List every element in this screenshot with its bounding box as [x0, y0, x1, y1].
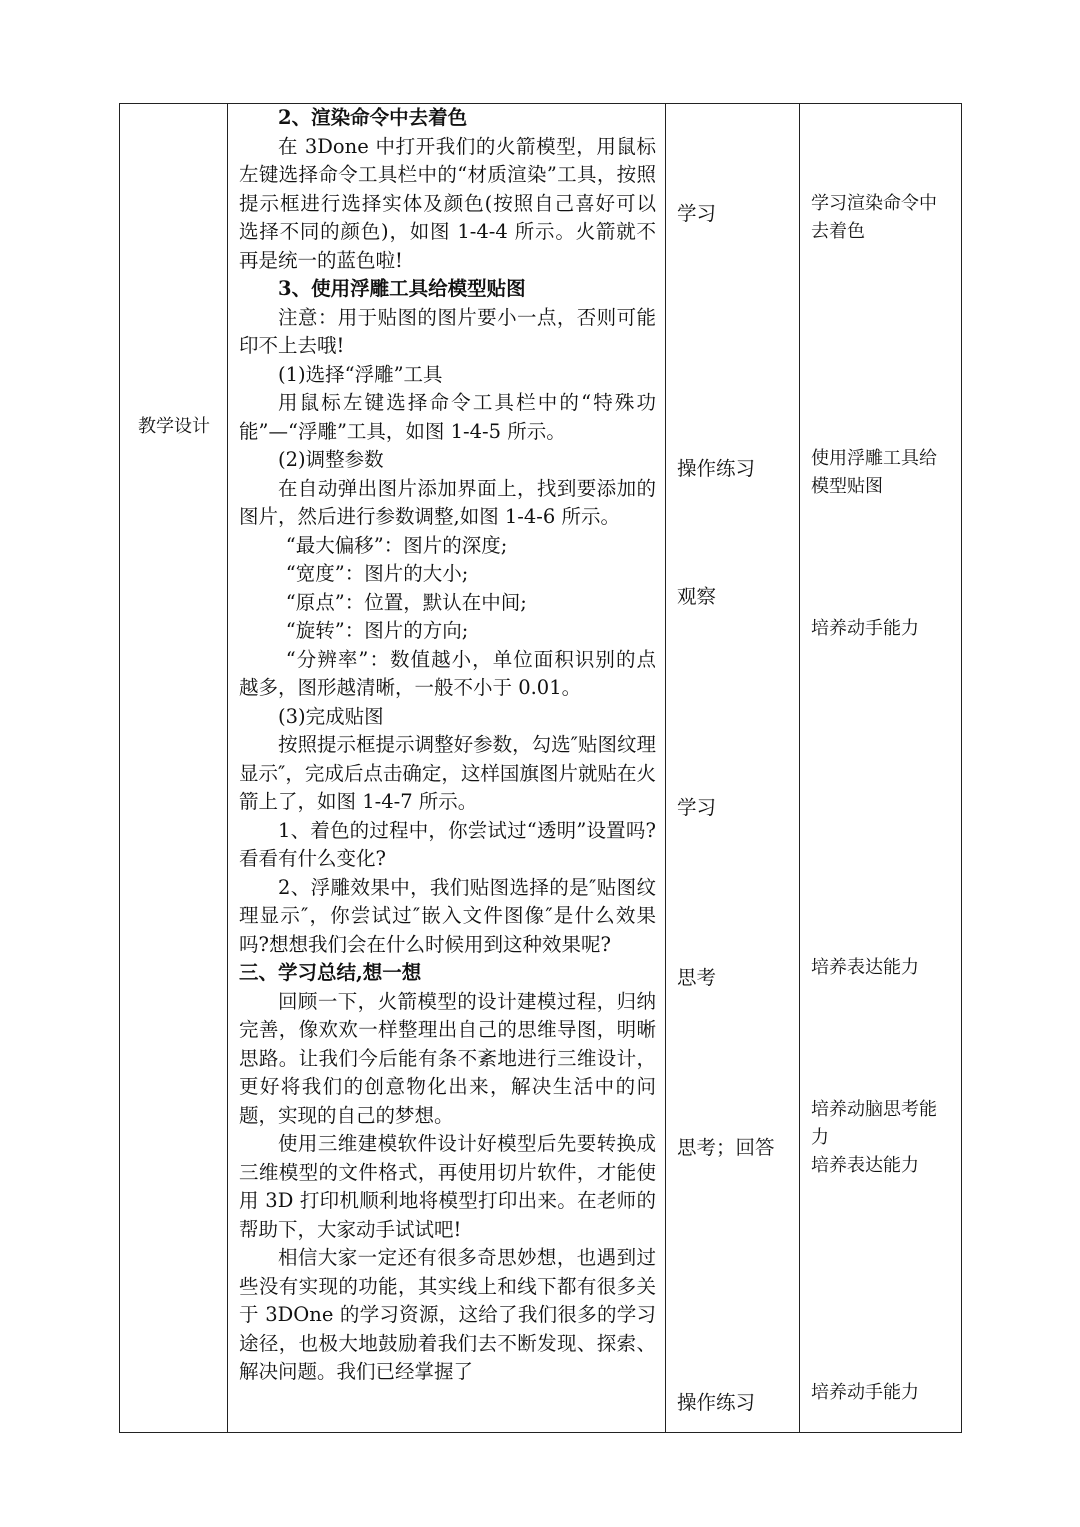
- content-paragraph: 使用三维建模软件设计好模型后先要转换成三维模型的文件格式，再使用切片软件，才能使用 3D 打印机顺利地将模型打印出来。在老师的帮助下，大家动手试试吧!: [239, 1132, 656, 1241]
- content-paragraph: 按照提示框提示调整好参数，勾选″贴图纹理显示″，完成后点击确定，这样国旗图片就贴在火箭上了，如图 1-4-7 所示。: [239, 733, 656, 813]
- column-divider: [665, 104, 666, 1432]
- column-divider: [799, 104, 800, 1432]
- content-paragraph: 3、使用浮雕工具给模型贴图: [278, 277, 526, 300]
- lesson-design-table: [119, 103, 962, 1433]
- content-paragraph: (2)调整参数: [278, 448, 384, 471]
- content-paragraph: 2、浮雕效果中，我们贴图选择的是″贴图纹理显示″，你尝试过″嵌入文件图像″是什么效果吗?想想我们会在什么时候用到这种效果呢?: [239, 875, 656, 956]
- content-paragraph: “最大偏移”：图片的深度;: [285, 533, 508, 557]
- content-paragraph: “分辨率”：数值越小，单位面积识别的点越多，图形越清晰，一般不小于 0.01。: [239, 647, 656, 699]
- content-paragraph: 用鼠标左键选择命令工具栏中的“特殊功能”—“浮雕”工具，如图 1-4-5 所示。: [239, 391, 656, 443]
- content-paragraph: 1、着色的过程中，你尝试过“透明”设置吗?看看有什么变化?: [239, 818, 656, 870]
- column-divider: [227, 104, 228, 1432]
- activity-label: 观察: [677, 585, 717, 608]
- content-paragraph: 在 3Done 中打开我们的火箭模型，用鼠标左键选择命令工具栏中的“材质渲染”工具，按照提示框进行选择实体及颜色(按照自己喜好可以选择不同的颜色)，如图 1-4-4 所示。火箭就不再是统一的蓝色啦!: [239, 134, 656, 272]
- goal-text: 使用浮雕工具给模型贴图: [811, 448, 937, 497]
- content-paragraph: 回顾一下，火箭模型的设计建模过程，归纳完善，像欢欢一样整理出自己的思维导图，明晰思路。让我们今后能有条不紊地进行三维设计，更好将我们的创意物化出来，解决生活中的问题，实现的自己的梦想。: [239, 989, 656, 1127]
- content-paragraph: (1)选择“浮雕”工具: [278, 362, 443, 386]
- content-paragraph: 三、学习总结,想一想: [239, 961, 422, 984]
- goal-text: 学习渲染命令中去着色: [811, 193, 937, 242]
- lesson-content: [239, 104, 656, 1387]
- content-paragraph: 在自动弹出图片添加界面上，找到要添加的图片，然后进行参数调整,如图 1-4-6 所示。: [239, 476, 656, 528]
- content-paragraph: 2、渲染命令中去着色: [278, 106, 468, 129]
- activity-label: 操作练习: [677, 1391, 756, 1414]
- goal-text: 培养动手能力: [811, 1382, 919, 1403]
- content-paragraph: 相信大家一定还有很多奇思妙想，也遇到过些没有实现的功能，其实线上和线下都有很多关于 3DOne 的学习资源，这给了我们很多的学习途径，也极大地鼓励着我们去不断发现、探索、解决问题。我们已经掌握了: [239, 1246, 656, 1383]
- activity-label: 操作练习: [677, 457, 756, 480]
- goal-text: 培养动手能力: [811, 618, 919, 639]
- activity-label: 学习: [677, 796, 717, 819]
- activity-label: 思考；回答: [677, 1136, 775, 1159]
- content-paragraph: (3)完成贴图: [278, 704, 384, 728]
- row-label: 教学设计: [138, 416, 210, 437]
- activity-label: 学习: [677, 202, 717, 225]
- goal-text: 培养表达能力: [811, 957, 919, 978]
- goal-text: 培养动脑思考能力 培养表达能力: [811, 1099, 937, 1176]
- content-paragraph: “旋转”：图片的方向;: [285, 619, 469, 642]
- content-paragraph: 注意：用于贴图的图片要小一点，否则可能印不上去哦!: [239, 305, 656, 357]
- activity-label: 思考: [677, 966, 717, 989]
- content-paragraph: “宽度”：图片的大小;: [285, 562, 469, 585]
- content-paragraph: “原点”：位置，默认在中间;: [285, 590, 527, 614]
